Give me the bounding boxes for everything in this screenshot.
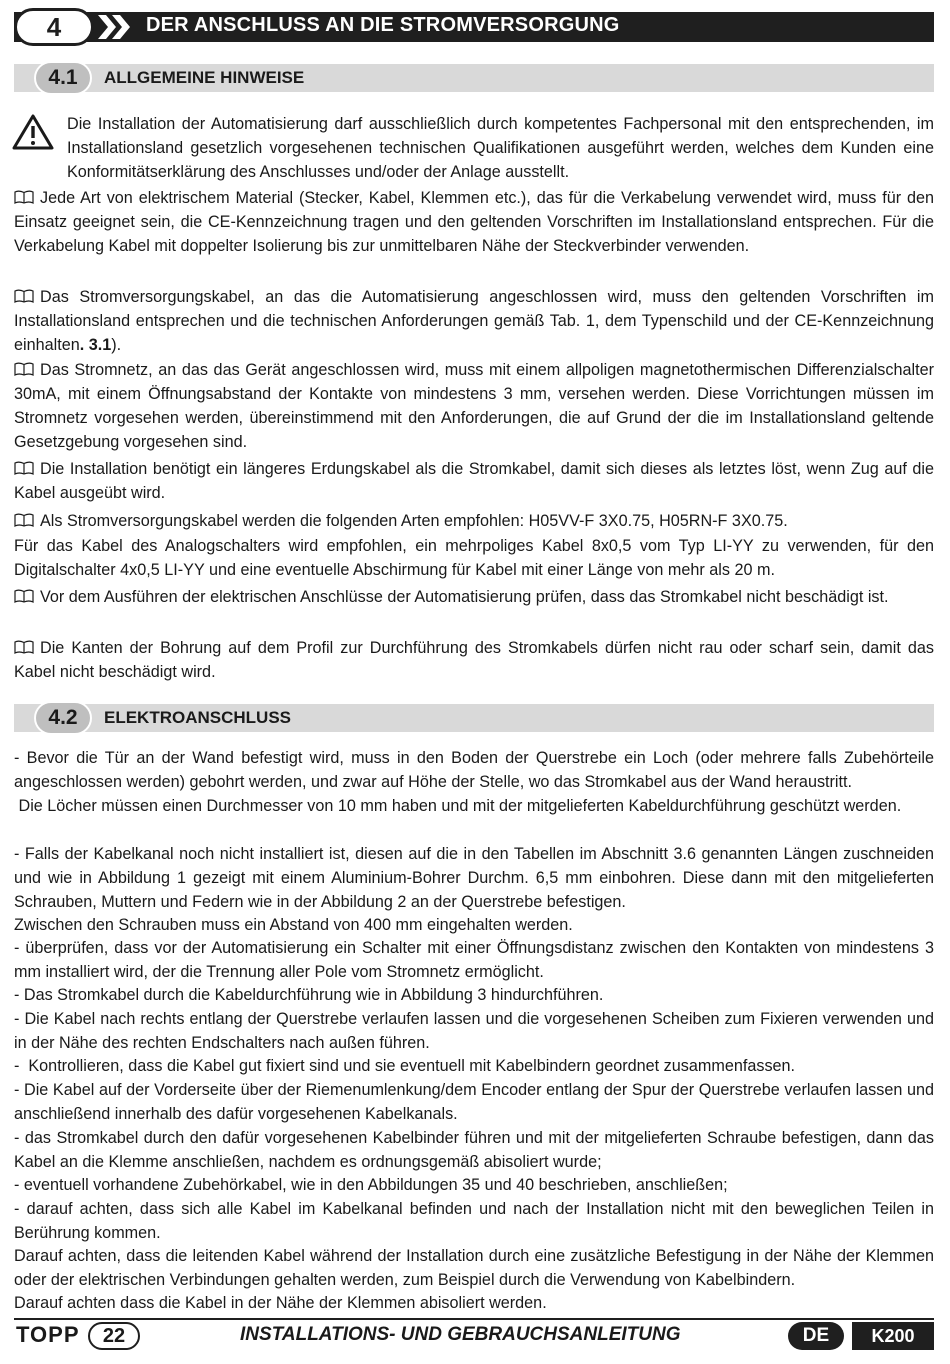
brand-logo: TOPP — [16, 1322, 80, 1347]
note-text: Vor dem Ausführen der elektrischen Anschlüsse der Automatisierung prüfen, dass das Stromkabel nicht beschädigt ist. — [40, 588, 889, 606]
note-text: Die Kanten der Bohrung auf dem Profil zur Durchführung des Stromkabels dürfen nicht rau oder scharf sein, damit das Kabel nicht beschädigt wird. — [14, 639, 934, 681]
note-paragraph — [14, 285, 934, 357]
body-paragraph: - überprüfen, dass vor der Automatisierung ein Schalter mit einer Öffnungsdistanz zwischen den Kontakten von mindestens 3 mm installiert wird, der die Trennung aller Pole vom Stromnetz ermöglicht. — [14, 939, 934, 981]
footer-divider — [14, 1318, 934, 1320]
body-paragraph: Darauf achten dass die Kabel in der Nähe der Klemmen abisoliert werden. — [14, 1294, 547, 1312]
body-paragraph: - Die Kabel nach rechts entlang der Querstrebe verlaufen lassen und die vorgesehenen Scheiben zum Fixieren verwenden und in der Nähe des rechten Endschalters nach außen führen. — [14, 1010, 934, 1052]
body-paragraph: - Bevor die Tür an der Wand befestigt wird, muss in den Boden der Querstrebe ein Loch (oder mehrere falls Zubehörteile angeschlossen werden) gebohrt werden, und zwar auf Höhe der Stelle, wo das Stromkabel aus der Wand heraustritt. — [14, 749, 934, 791]
open-book-icon — [14, 190, 34, 204]
chapter-title: DER ANSCHLUSS AN DIE STROMVERSORGUNG — [146, 14, 620, 36]
note-reference: . 3.1 — [79, 336, 112, 354]
body-paragraph: - Falls der Kabelkanal noch nicht installiert ist, diesen auf die in den Tabellen im Abschnitt 3.6 genannten Längen zuschneiden und wie in Abbildung 1 gezeigt mit einem Aluminium-Bohrer Durchm. 6,5 mm einbohren. Diese dann mit den mitgelieferten Schrauben, Muttern und Federn wie in der Abbildung 2 an der Querstrebe befestigen. — [14, 845, 934, 911]
double-chevron-icon — [96, 12, 136, 42]
note-paragraph — [14, 457, 934, 505]
warning-paragraph: Die Installation der Automatisierung darf ausschließlich durch kompetentes Fachpersonal mit den entsprechenden, im Installationsland gesetzlich vorgesehenen technischen Qualifikationen ausgeführt werden, welches dem Kunden eine Konformitätserklärung des Anschlusses und/oder der Anlage ausstellt. — [67, 115, 934, 181]
open-book-icon — [14, 461, 34, 475]
open-book-icon — [14, 513, 34, 527]
note-paragraph — [14, 585, 934, 609]
note-paragraph — [14, 636, 934, 684]
body-paragraph: - darauf achten, dass sich alle Kabel im Kabelkanal befinden und nach der Installation nicht mit den beweglichen Teilen in Berührung kommen. — [14, 1200, 934, 1242]
note-text: Als Stromversorgungskabel werden die folgenden Arten empfohlen: H05VV-F 3X0.75, H05RN-F 3X0.75. — [40, 512, 788, 530]
open-book-icon — [14, 640, 34, 654]
note-paragraph — [14, 186, 934, 258]
note-text: Das Stromversorgungskabel, an das die Automatisierung angeschlossen wird, muss den geltenden Vorschriften im Installationsland entsprechen und die technischen Anforderungen gemäß Tab. 1, dem Typenschild und der CE-Kennzeichnung einhalten — [14, 288, 934, 354]
body-paragraph: Zwischen den Schrauben muss ein Abstand von 400 mm eingehalten werden. — [14, 916, 573, 934]
section-number: 4.2 — [34, 701, 92, 735]
section-number: 4.1 — [34, 61, 92, 95]
warning-triangle-icon — [12, 114, 54, 150]
body-paragraph: - Kontrollieren, dass die Kabel gut fixiert sind und sie eventuell mit Kabelbindern geordnet zusammenfassen. — [14, 1057, 796, 1075]
note-continuation: Für das Kabel des Analogschalters wird empfohlen, ein mehrpoliges Kabel 8x0,5 vom Typ LI-YY zu verwenden, für den Digitalschalter 4x0,5 LI-YY und eine eventuelle Abschirmung für Kabel mit einer Länge von mehr als 20 m. — [14, 537, 934, 579]
section-title: ELEKTROANSCHLUSS — [104, 708, 292, 727]
body-paragraph: - eventuell vorhandene Zubehörkabel, wie in den Abbildungen 35 und 40 beschrieben, anschließen; — [14, 1176, 728, 1194]
note-text: Die Installation benötigt ein längeres Erdungskabel als die Stromkabel, damit sich dieses als letztes löst, wenn Zug auf die Kabel ausgeübt wird. — [14, 460, 934, 502]
note-text-end: ). — [111, 336, 122, 354]
note-paragraph — [14, 509, 934, 533]
model-label: K200 — [852, 1322, 934, 1350]
chapter-number: 4 — [14, 8, 94, 46]
section-title: ALLGEMEINE HINWEISE — [104, 68, 305, 87]
note-text: Das Stromnetz, an das das Gerät angeschlossen wird, muss mit einem allpoligen magnetothermischen Differenzialschalter 30mA, mit einem Öffnungsabstand der Kontakte von mindestens 3 mm, versehen werden. Diese Vorrichtungen müssen im Stromnetz vorgesehen werden, übereinstimmend mit den Anforderungen, die auf Grund der die im Installationsland geltende Gesetzgebung vorgesehen sind. — [14, 361, 934, 451]
body-paragraph: - Die Kabel auf der Vorderseite über der Riemenumlenkung/dem Encoder entlang der Spur der Querstrebe verlaufen lassen und anschließend innerhalb des dafür vorgesehenen Kabelkanals. — [14, 1081, 934, 1123]
open-book-icon — [14, 589, 34, 603]
note-paragraph — [14, 358, 934, 454]
body-paragraph: - Das Stromkabel durch die Kabeldurchführung wie in Abbildung 3 hindurchführen. — [14, 986, 604, 1004]
body-paragraph: - das Stromkabel durch den dafür vorgesehenen Kabelbinder führen und mit der mitgelieferten Schraube befestigen, dann das Kabel an die Klemme anschließen, nachdem es ordnungsgemäß abisoliert wurde; — [14, 1129, 934, 1171]
footer-title: INSTALLATIONS- UND GEBRAUCHSANLEITUNG — [240, 1324, 681, 1345]
note-text: Jede Art von elektrischem Material (Stecker, Kabel, Klemmen etc.), das für die Verkabelung verwendet wird, muss für den Einsatz geeignet sein, die CE-Kennzeichnung tragen und den geltenden Vorschriften im Installationsland entsprechen. Für die Verkabelung Kabel mit doppelter Isolierung bis zur unmittelbaren Nähe der Steckverbinder verwenden. — [14, 189, 934, 255]
language-badge: DE — [788, 1322, 844, 1350]
open-book-icon — [14, 289, 34, 303]
body-paragraph: Darauf achten, dass die leitenden Kabel während der Installation durch eine zusätzliche Befestigung in der Nähe der Klemmen oder der elektrischen Verbindungen gehalten werden, zum Beispiel durch die Verwendung von Kabelbindern. — [14, 1247, 934, 1289]
open-book-icon — [14, 362, 34, 376]
page-number: 22 — [88, 1322, 140, 1350]
body-paragraph: Die Löcher müssen einen Durchmesser von 10 mm haben und mit der mitgelieferten Kabeldurchführung geschützt werden. — [14, 797, 902, 815]
